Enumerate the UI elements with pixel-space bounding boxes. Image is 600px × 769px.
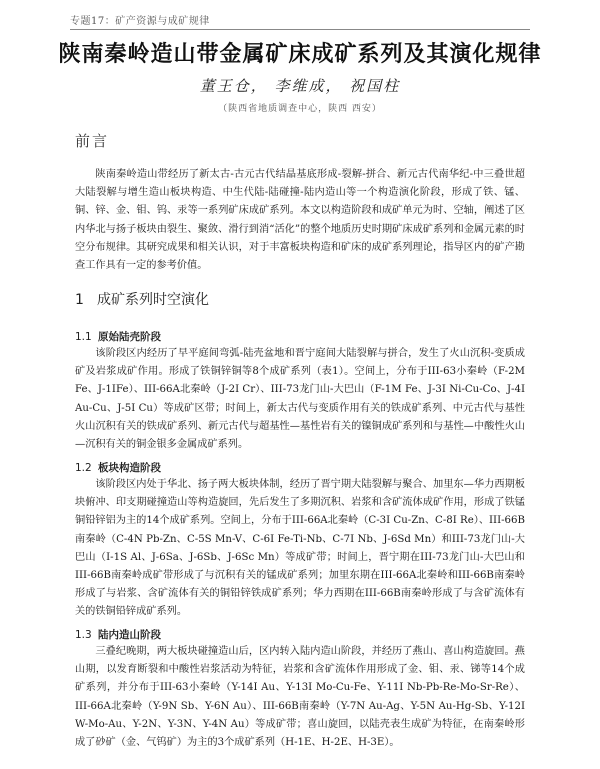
running-header: 专题17：矿产资源与成矿规律 <box>70 12 530 30</box>
author-affiliation: （陕西省地质调查中心，陕西 西安） <box>218 104 382 114</box>
subsection-1-2-heading <box>75 460 161 475</box>
subsection-1-3-title: 陆内造山阶段 <box>98 629 161 641</box>
subsection-1-2-number: 1.2 <box>75 462 92 474</box>
foreword-heading: 前言 <box>75 132 110 150</box>
subsection-1-3-paragraph: 三叠纪晚期，两大板块碰撞造山后，区内转入陆内造山阶段，并经历了燕山、喜山构造旋回。燕山期，以发育断裂和中酸性岩浆活动为特征，岩浆和含矿流体作用形成了金、钼、汞、锑等14个成矿系列，并分布于III-63小秦岭（Y-14I Au、Y-13I Mo-Cu-Fe、Y-11I Nb-Pb-Re-Mo-Sr-Re）、III-66A北秦岭（Y-9N Sb、Y-6N Au）、III-66B南秦岭（Y-7N Au-Ag、Y-5N Au-Hg-Sb、Y-12I W-Mo-Au、Y-2N、Y-3N、Y-4N Au）等成矿带；喜山旋回，以陆壳表生成矿为特征，在南秦岭形成了砂矿（金、气钨矿）为主的3个成矿系列（H-1E、H-2E、H-3E）。 <box>75 646 525 749</box>
author-list: 董王仓， 李维成， 祝国柱 <box>199 77 401 95</box>
paper-title: 陕南秦岭造山带金属矿床成矿系列及其演化规律 <box>58 42 542 67</box>
subsection-1-1-number: 1.1 <box>75 331 92 343</box>
subsection-1-3-number: 1.3 <box>75 629 92 641</box>
section-1-number: 1 <box>75 292 84 308</box>
foreword-paragraph: 陕南秦岭造山带经历了新太古-古元古代结晶基底形成-裂解-拼合、新元古代南华纪-中三叠世超大陆裂解与增生造山板块构造、中生代陆-陆碰撞-陆内造山等一个构造演化阶段，形成了铁、锰、铜、锌、金、钼、钨、汞等一系列矿床成矿系列。本文以构造阶段和成矿单元为时、空轴，阐述了区内华北与扬子板块由裂生、聚敛、滑行到消“活化”的整个地质历史时期矿床成矿系列和金属元素的时空分布规律。其研究成果和相关认识，对于丰富板块构造和矿床的成矿系列理论，指导区内的矿产勘查工作具有一定的参考价值。 <box>75 169 525 272</box>
subsection-1-1-paragraph: 该阶段区内经历了早平庭间弯弧-陆壳盆地和晋宁庭间大陆裂解与拼合，发生了火山沉积-变质成矿及岩浆成矿作用。形成了铁铜锌铜等8个成矿系列（表1）。空间上，分布于III-63小秦岭（F-2M Fe、J-1IFe）、III-66A北秦岭（J-2I Cr）、III-73龙门山-大巴山（F-1M Fe、J-3I Ni-Cu-Co、J-4I Au-Cu、J-5I Cu）等成矿区带；时间上，新太古代与变质作用有关的铁成矿系列、中元古代与基性火山沉积有关的铁成矿系列、新元古代与超基性—基性岩有关的镍铜成矿系列和与基性—中酸性火山—沉积有关的铜金银多金属成矿系列。 <box>75 348 525 451</box>
subsection-1-2-title: 板块构造阶段 <box>98 462 161 474</box>
section-1-title: 成矿系列时空演化 <box>97 292 209 308</box>
section-1-heading <box>75 289 209 309</box>
subsection-1-1-title: 原始陆壳阶段 <box>98 331 161 343</box>
subsection-1-3-heading <box>75 627 161 642</box>
subsection-1-1-heading <box>75 329 161 344</box>
subsection-1-2-paragraph: 该阶段区内处于华北、扬子两大板块体制，经历了晋宁期大陆裂解与聚合、加里东—华力西期板块俯冲、印支期碰撞造山等构造旋回，先后发生了多期沉积、岩浆和含矿流体成矿作用，形成了铁锰铜铅锌铝为主的14个成矿系列。空间上，分布于III-66A北秦岭（C-3I Cu-Zn、C-8I Re）、III-66B南秦岭（C-4N Pb-Zn、C-5S Mn-V、C-6I Fe-Ti-Nb、C-7I Nb、J-6Sd Mn）和III-73龙门山-大巴山（I-1S Al、J-6Sa、J-6Sb、J-6Sc Mn）等成矿带；时间上，晋宁期在III-73龙门山-大巴山和III-66B南秦岭成矿带形成了与沉积有关的锰成矿系列；加里东期在III-66A北秦岭和III-66B南秦岭形成了与岩浆、含矿流体有关的铜铅锌铁成矿系列；华力西期在III-66B南秦岭形成了与含矿流体有关的铁铜铅锌成矿系列。 <box>75 479 525 618</box>
